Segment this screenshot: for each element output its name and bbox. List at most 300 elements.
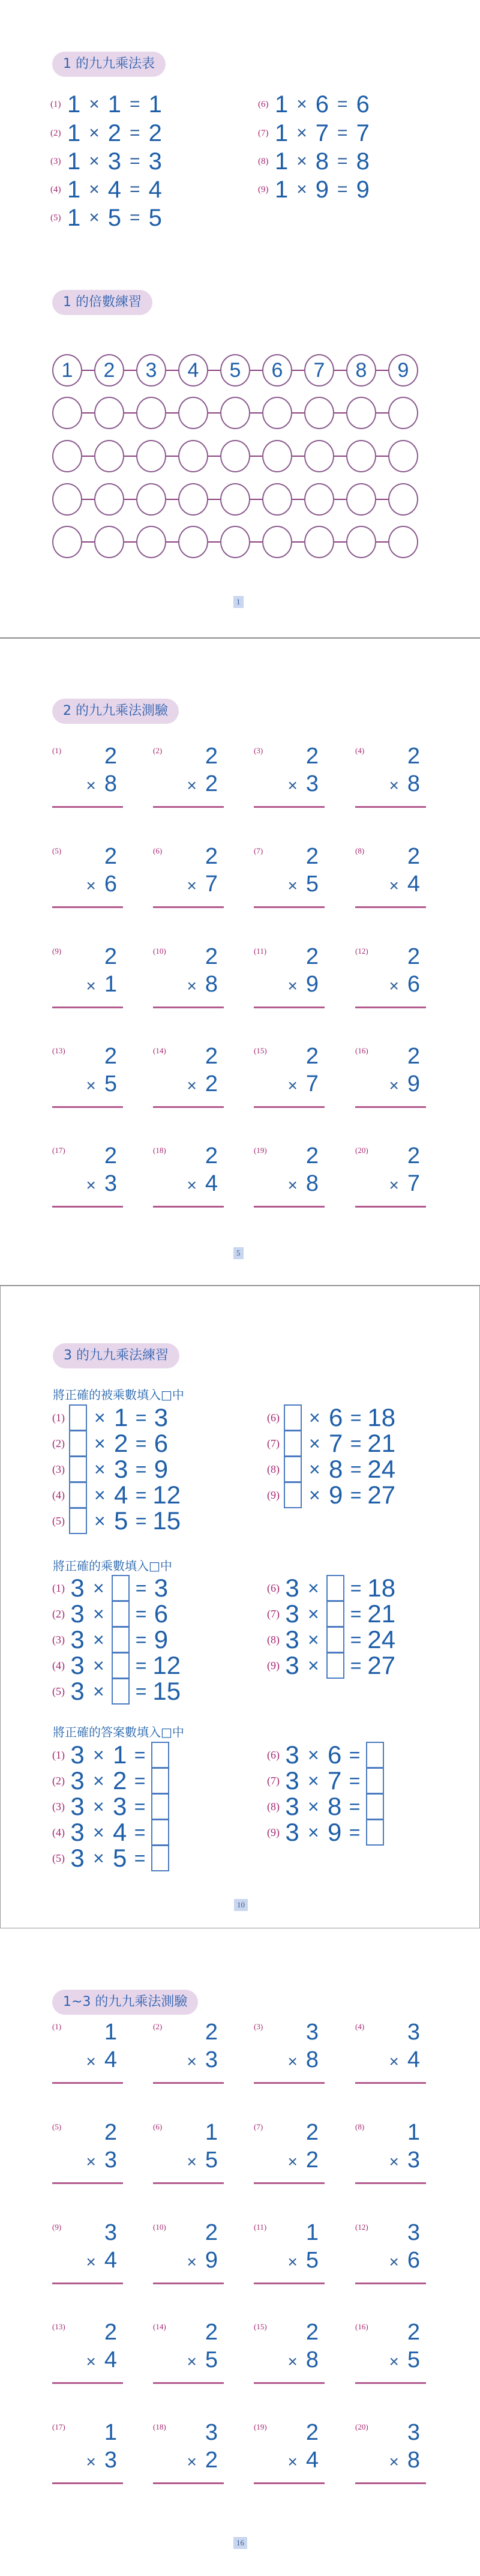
problem-number-label: (3) — [254, 746, 263, 755]
multiplicand: 2 — [305, 1044, 319, 1069]
answer-line[interactable] — [254, 1206, 325, 1208]
multiplier-row — [389, 2448, 421, 2473]
multiplicand: 3 — [285, 1741, 299, 1769]
multiplier: 3 — [104, 2448, 117, 2473]
number-circle: 3 — [136, 354, 166, 387]
blank-answer-circle[interactable] — [304, 397, 334, 429]
answer-box[interactable] — [151, 1819, 169, 1846]
answer-box[interactable] — [151, 1768, 169, 1794]
multiplier-row — [187, 2047, 218, 2073]
connector-line — [208, 456, 220, 457]
answer-line[interactable] — [355, 2382, 426, 2384]
circle-chain-row — [52, 526, 418, 558]
fill-in-equation — [52, 1677, 181, 1706]
multiplier-row — [187, 1171, 218, 1197]
answer-line[interactable] — [355, 2482, 426, 2484]
quiz-problem — [153, 2020, 224, 2086]
problem-number-label: (3) — [52, 1633, 65, 1646]
multiplicand: 3 — [104, 2220, 117, 2245]
answer-box[interactable] — [69, 1508, 87, 1534]
multiplicand: 2 — [205, 1044, 218, 1069]
connector-line — [82, 456, 94, 457]
connector-line — [250, 412, 262, 414]
answer-box[interactable] — [326, 1652, 344, 1679]
answer-line[interactable] — [153, 2482, 224, 2484]
answer-box[interactable] — [112, 1678, 130, 1705]
equals-sign: = — [349, 1769, 361, 1792]
multiplier-row — [389, 2347, 421, 2373]
quiz-problem — [355, 2320, 426, 2386]
answer-line[interactable] — [254, 2082, 325, 2084]
times-sign: × — [89, 151, 100, 171]
multiplicand: 2 — [104, 1143, 117, 1169]
multiplier: 3 — [104, 2147, 117, 2173]
blank-answer-circle[interactable] — [304, 440, 334, 472]
answer-box[interactable] — [326, 1627, 344, 1653]
blank-answer-circle[interactable] — [52, 483, 82, 516]
times-sign: × — [308, 1744, 319, 1766]
blank-answer-circle[interactable] — [220, 440, 250, 472]
product: 9 — [356, 176, 370, 203]
blank-answer-circle[interactable] — [136, 526, 166, 558]
answer-line[interactable] — [52, 2382, 123, 2384]
multiplier: 1 — [104, 972, 117, 997]
answer-line[interactable] — [153, 1007, 224, 1008]
blank-answer-circle[interactable] — [346, 483, 376, 516]
multiplier-row — [187, 2448, 218, 2473]
problem-number-label: (1) — [52, 1748, 65, 1761]
times-sign: × — [86, 2252, 96, 2271]
blank-answer-circle[interactable] — [52, 397, 82, 429]
problem-number-label: (2) — [52, 1437, 65, 1449]
equals-sign: = — [130, 94, 140, 114]
multiplicand: 1 — [67, 91, 81, 118]
problem-number-label: (5) — [52, 846, 62, 855]
blank-answer-circle[interactable] — [94, 483, 124, 516]
multiplicand: 3 — [70, 1574, 85, 1602]
blank-answer-circle[interactable] — [178, 397, 208, 429]
answer-line[interactable] — [355, 2082, 426, 2084]
problem-number-label: (20) — [355, 1146, 368, 1155]
multiplier-row — [86, 1071, 118, 1097]
multiplier-row — [389, 2248, 421, 2274]
quiz-problem — [52, 2120, 123, 2186]
answer-box[interactable] — [284, 1482, 302, 1508]
connector-line — [124, 412, 136, 414]
product: 12 — [152, 1651, 181, 1679]
equals-sign: = — [135, 1484, 147, 1506]
problem-number-label: (9) — [267, 1659, 280, 1672]
problem-number-label: (2) — [50, 128, 61, 138]
multiplier-row — [86, 2147, 118, 2173]
connector-line — [208, 370, 220, 371]
multiplicand: 1 — [104, 2020, 117, 2045]
multiplier-row — [288, 2448, 319, 2473]
answer-line[interactable] — [52, 2182, 123, 2184]
answer-box[interactable] — [326, 1575, 344, 1601]
multiplicand: 2 — [305, 1143, 319, 1169]
quiz-problem — [52, 744, 123, 810]
connector-line — [292, 499, 304, 500]
answer-box[interactable] — [366, 1742, 384, 1768]
multiplicand: 3 — [70, 1818, 85, 1846]
connector-line — [208, 541, 220, 543]
quiz-problem — [254, 2220, 325, 2286]
multiplicand: 2 — [407, 744, 420, 769]
problem-number-label: (6) — [153, 2122, 163, 2131]
answer-line[interactable] — [254, 1106, 325, 1108]
times-sign: × — [187, 2352, 197, 2371]
blank-answer-circle[interactable] — [178, 483, 208, 516]
problem-number-label: (1) — [52, 746, 62, 755]
answer-line[interactable] — [153, 1206, 224, 1208]
answer-box[interactable] — [112, 1652, 130, 1679]
multiplier-row — [288, 2047, 319, 2073]
multiplier: 4 — [205, 1171, 218, 1196]
problem-number-label: (9) — [267, 1488, 280, 1501]
section-title-1-3-quiz: 1~3 的九九乘法測驗 — [52, 1990, 198, 2015]
problem-number-label: (4) — [52, 1826, 65, 1838]
blank-answer-circle[interactable] — [346, 440, 376, 472]
times-sign: × — [93, 1602, 104, 1625]
connector-line — [82, 541, 94, 543]
answer-line[interactable] — [153, 2283, 224, 2284]
answer-line[interactable] — [153, 1106, 224, 1108]
answer-line[interactable] — [153, 906, 224, 908]
multiplier: 9 — [205, 2248, 218, 2273]
answer-box[interactable] — [366, 1819, 384, 1846]
multiplicand: 2 — [407, 1143, 420, 1169]
table-row — [258, 120, 370, 146]
answer-box[interactable] — [326, 1601, 344, 1627]
connector-line — [250, 456, 262, 457]
equals-sign: = — [135, 1602, 147, 1625]
equals-sign: = — [135, 1432, 147, 1454]
answer-box[interactable] — [112, 1627, 130, 1653]
problem-number-label: (19) — [254, 2422, 267, 2431]
multiplier: 7 — [328, 1766, 342, 1795]
equals-sign: = — [135, 1628, 147, 1651]
blank-answer-circle[interactable] — [94, 440, 124, 472]
answer-line[interactable] — [254, 2182, 325, 2184]
times-sign: × — [296, 123, 307, 143]
answer-line[interactable] — [355, 1007, 426, 1008]
blank-answer-circle[interactable] — [136, 483, 166, 516]
connector-line — [376, 370, 388, 371]
number-circle: 1 — [52, 354, 82, 387]
problem-number-label: (17) — [52, 2422, 65, 2431]
equals-sign: = — [337, 151, 348, 171]
problem-number-label: (5) — [52, 1685, 65, 1697]
answer-line[interactable] — [52, 2283, 123, 2284]
quiz-problem — [153, 1143, 224, 1209]
answer-box[interactable] — [69, 1430, 87, 1457]
product: 9 — [154, 1625, 169, 1654]
connector-line — [376, 412, 388, 414]
answer-box[interactable] — [112, 1575, 130, 1601]
times-sign: × — [86, 2052, 96, 2071]
quiz-problem — [254, 2120, 325, 2186]
answer-line[interactable] — [52, 2482, 123, 2484]
problem-number-label: (8) — [355, 846, 365, 855]
multiplier: 5 — [113, 1844, 127, 1872]
multiplier: 7 — [329, 1429, 343, 1457]
problem-number-label: (5) — [52, 2122, 62, 2131]
answer-line[interactable] — [52, 1206, 123, 1208]
answer-box[interactable] — [284, 1456, 302, 1482]
quiz-problem — [355, 2220, 426, 2286]
answer-line[interactable] — [355, 1206, 426, 1208]
multiplier: 2 — [205, 2448, 218, 2473]
problem-number-label: (8) — [267, 1463, 280, 1475]
answer-line[interactable] — [355, 806, 426, 808]
blank-answer-circle[interactable] — [178, 526, 208, 558]
answer-line[interactable] — [355, 1106, 426, 1108]
multiplicand: 3 — [285, 1574, 299, 1602]
problem-number-label: (6) — [267, 1748, 280, 1761]
answer-box[interactable] — [284, 1430, 302, 1457]
multiplier: 8 — [315, 148, 329, 175]
connector-line — [82, 412, 94, 414]
number-circle: 4 — [178, 354, 208, 387]
quiz-problem — [254, 2420, 325, 2486]
blank-answer-circle[interactable] — [262, 483, 292, 516]
answer-line[interactable] — [153, 2382, 224, 2384]
answer-line[interactable] — [254, 1007, 325, 1008]
times-sign: × — [187, 876, 197, 895]
answer-line[interactable] — [52, 1106, 123, 1108]
number-circle: 7 — [304, 354, 334, 387]
problem-number-label: (20) — [355, 2422, 368, 2431]
answer-line[interactable] — [52, 906, 123, 908]
answer-box[interactable] — [151, 1742, 169, 1768]
blank-answer-circle[interactable] — [262, 397, 292, 429]
section-title-1-multiples: 1 的倍數練習 — [52, 290, 152, 315]
problem-number-label: (19) — [254, 1146, 267, 1155]
problem-number-label: (8) — [258, 156, 269, 166]
times-sign: × — [287, 2452, 298, 2471]
quiz-problem — [254, 744, 325, 810]
times-sign: × — [86, 2452, 96, 2471]
multiplier: 6 — [329, 1403, 343, 1431]
times-sign: × — [187, 2052, 197, 2071]
problem-number-label: (12) — [355, 946, 368, 955]
problem-number-label: (15) — [254, 2322, 267, 2331]
times-sign: × — [93, 1654, 104, 1676]
blank-answer-circle[interactable] — [220, 483, 250, 516]
times-sign: × — [86, 776, 96, 795]
quiz-problem — [355, 844, 426, 910]
instruction-product: 將正確的答案數填入□中 — [53, 1725, 184, 1739]
instruction-multiplicand: 將正確的被乘數填入□中 — [53, 1388, 184, 1402]
blank-answer-circle[interactable] — [94, 526, 124, 558]
blank-answer-circle[interactable] — [304, 526, 334, 558]
multiplier: 1 — [113, 1741, 127, 1769]
blank-answer-circle[interactable] — [346, 526, 376, 558]
answer-box[interactable] — [366, 1768, 384, 1794]
times-sign: × — [86, 2352, 96, 2371]
blank-answer-circle[interactable] — [388, 526, 418, 558]
answer-box[interactable] — [151, 1845, 169, 1871]
blank-answer-circle[interactable] — [388, 440, 418, 472]
answer-box[interactable] — [69, 1456, 87, 1482]
multiplicand: 3 — [70, 1651, 85, 1679]
answer-line[interactable] — [254, 2283, 325, 2284]
quiz-problem — [254, 1143, 325, 1209]
multiplier: 8 — [305, 2047, 319, 2072]
fill-in-equation — [52, 1625, 169, 1654]
multiplier: 2 — [114, 1429, 128, 1457]
answer-line[interactable] — [52, 1007, 123, 1008]
times-sign: × — [287, 1176, 298, 1194]
table-row — [50, 91, 162, 118]
connector-line — [334, 499, 346, 500]
blank-answer-circle[interactable] — [52, 440, 82, 472]
multiplier: 9 — [407, 1071, 420, 1097]
multiplier: 1 — [107, 91, 122, 118]
answer-line[interactable] — [355, 2283, 426, 2284]
multiplier: 7 — [305, 1071, 319, 1097]
times-sign: × — [93, 1795, 104, 1817]
multiplier: 3 — [114, 1455, 128, 1483]
connector-line — [250, 370, 262, 371]
connector-line — [376, 541, 388, 543]
multiplicand: 2 — [205, 844, 218, 869]
times-sign: × — [389, 977, 399, 995]
fill-in-equation — [267, 1574, 395, 1602]
answer-box[interactable] — [112, 1601, 130, 1627]
blank-answer-circle[interactable] — [52, 526, 82, 558]
blank-answer-circle[interactable] — [388, 483, 418, 516]
circle-chain-row — [52, 397, 418, 429]
multiplicand: 2 — [205, 744, 218, 769]
problem-number-label: (4) — [52, 1659, 65, 1672]
answer-line[interactable] — [355, 906, 426, 908]
multiplier: 9 — [305, 972, 319, 997]
problem-number-label: (6) — [267, 1581, 280, 1594]
multiplier-row — [389, 2147, 421, 2173]
problem-number-label: (7) — [254, 846, 263, 855]
multiplicand: 2 — [104, 944, 117, 969]
answer-box[interactable] — [151, 1793, 169, 1820]
answer-line[interactable] — [355, 2182, 426, 2184]
fill-in-equation — [52, 1481, 181, 1509]
multiplicand: 3 — [70, 1766, 85, 1795]
multiplier-row — [389, 1071, 421, 1097]
connector-line — [82, 370, 94, 371]
multiplicand: 2 — [407, 2320, 420, 2345]
answer-box[interactable] — [69, 1404, 87, 1431]
product: 21 — [367, 1599, 396, 1628]
blank-answer-circle[interactable] — [304, 483, 334, 516]
multiplicand: 3 — [70, 1741, 85, 1769]
multiplicand: 2 — [205, 944, 218, 969]
multiplier-row — [86, 1171, 118, 1197]
fill-in-equation — [267, 1455, 395, 1484]
answer-line[interactable] — [52, 2082, 123, 2084]
blank-answer-circle[interactable] — [346, 397, 376, 429]
connector-line — [334, 370, 346, 371]
equals-sign: = — [349, 1821, 361, 1843]
quiz-problem — [52, 2420, 123, 2486]
blank-answer-circle[interactable] — [220, 397, 250, 429]
blank-answer-circle[interactable] — [178, 440, 208, 472]
answer-line[interactable] — [254, 2382, 325, 2384]
multiplier: 7 — [407, 1171, 420, 1196]
answer-box[interactable] — [284, 1404, 302, 1431]
quiz-problem — [355, 2420, 426, 2486]
multiplicand: 3 — [285, 1625, 299, 1654]
answer-line[interactable] — [254, 906, 325, 908]
multiplicand: 3 — [407, 2020, 420, 2045]
equals-sign: = — [350, 1628, 362, 1651]
blank-answer-circle[interactable] — [262, 440, 292, 472]
times-sign: × — [187, 1076, 197, 1095]
multiplier: 4 — [305, 2448, 319, 2473]
number-circle: 9 — [388, 354, 418, 387]
multiplicand: 3 — [285, 1792, 299, 1820]
quiz-problem — [355, 1143, 426, 1209]
blank-answer-circle[interactable] — [136, 440, 166, 472]
answer-line[interactable] — [52, 806, 123, 808]
quiz-problem — [254, 844, 325, 910]
fill-in-equation — [52, 1429, 169, 1458]
blank-answer-circle[interactable] — [262, 526, 292, 558]
times-sign: × — [308, 1577, 319, 1599]
times-sign: × — [309, 1432, 320, 1454]
problem-number-label: (16) — [355, 1046, 368, 1055]
blank-answer-circle[interactable] — [136, 397, 166, 429]
blank-answer-circle[interactable] — [220, 526, 250, 558]
multiplier: 4 — [107, 176, 122, 203]
multiplicand: 2 — [104, 2120, 117, 2145]
connector-line — [250, 499, 262, 500]
multiplier-row — [389, 871, 421, 897]
answer-box[interactable] — [69, 1482, 87, 1508]
multiplier: 5 — [205, 2347, 218, 2373]
answer-line[interactable] — [153, 2182, 224, 2184]
connector-line — [334, 456, 346, 457]
page-1 — [0, 0, 480, 638]
table-row — [258, 91, 370, 118]
answer-line[interactable] — [254, 806, 325, 808]
multiplier-row — [86, 2248, 118, 2274]
quiz-problem — [52, 1044, 123, 1110]
answer-line[interactable] — [254, 2482, 325, 2484]
multiplier: 6 — [104, 871, 117, 897]
answer-line[interactable] — [153, 2082, 224, 2084]
answer-box[interactable] — [366, 1793, 384, 1820]
multiplier: 3 — [407, 2147, 420, 2173]
multiplier-row — [288, 2248, 319, 2274]
problem-number-label: (7) — [258, 128, 269, 138]
problem-number-label: (3) — [52, 1800, 65, 1813]
times-sign: × — [308, 1795, 319, 1817]
times-sign: × — [389, 2052, 399, 2071]
problem-number-label: (18) — [153, 1146, 166, 1155]
answer-line[interactable] — [153, 806, 224, 808]
number-circle: 8 — [346, 354, 376, 387]
blank-answer-circle[interactable] — [94, 397, 124, 429]
problem-number-label: (13) — [52, 2322, 65, 2331]
quiz-problem — [52, 944, 123, 1010]
times-sign: × — [287, 2352, 298, 2371]
multiplicand: 3 — [70, 1677, 85, 1705]
multiplicand: 2 — [305, 744, 319, 769]
multiplier: 4 — [407, 2047, 420, 2072]
blank-answer-circle[interactable] — [388, 397, 418, 429]
quiz-problem — [153, 2320, 224, 2386]
